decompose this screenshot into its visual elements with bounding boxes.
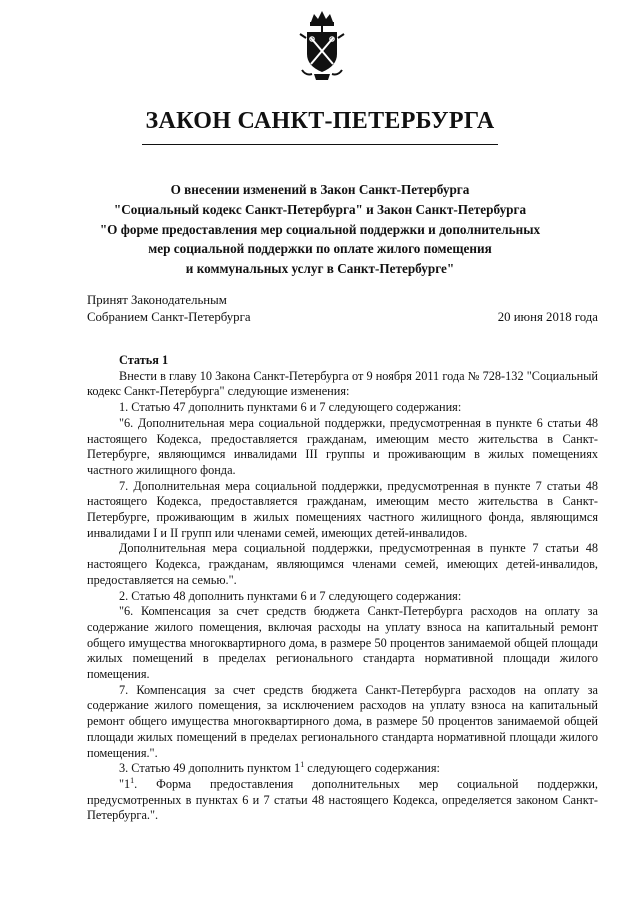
paragraph: 1. Статью 47 дополнить пунктами 6 и 7 следующего содержания:	[119, 400, 462, 415]
subtitle-line: "Социальный кодекс Санкт-Петербурга" и Закон Санкт-Петербурга	[113, 201, 527, 217]
paragraph: "6. Компенсация за счет средств бюджета Санкт-Петербурга расходов на оплату за содержание жилого помещения, включая расходы на уплату взноса на капитальный ремонт общего имущества многоквартирного дома, в размере 50 процентов занимаемой общей площади жилых помещений в пределах регионального стандарта нормативной площади жилого помещения.	[87, 604, 598, 682]
article-heading: Статья 1	[119, 353, 169, 367]
law-title: ЗАКОН САНКТ-ПЕТЕРБУРГА	[145, 108, 495, 134]
subtitle-line: и коммунальных услуг в Санкт-Петербурге"	[185, 261, 455, 277]
subtitle-line: "О форме предоставления мер социальной поддержки и дополнительных	[99, 221, 541, 237]
paragraph-text: "1	[119, 776, 131, 791]
subtitle-line: О внесении изменений в Закон Санкт-Петербурга	[170, 182, 470, 197]
paragraph: 7. Компенсация за счет средств бюджета Санкт-Петербурга расходов на оплату за содержание жилого помещения, за исключением расходов на уплату взноса на капитальный ремонт общего имущества многоквартирного дома, в размере 50 процентов занимаемой общей площади жилых помещений в пределах регионального стандарта нормативной площади жилого помещения.".	[87, 682, 598, 760]
paragraph: 2. Статью 48 дополнить пунктами 6 и 7 следующего содержания:	[119, 588, 462, 603]
adoption-line: Принят Законодательным	[87, 293, 227, 307]
law-subtitle	[40, 180, 600, 279]
adoption-date: 20 июня 2018 года	[497, 310, 598, 324]
superscript: 1	[130, 775, 135, 785]
adoption-line: Собранием Санкт-Петербурга	[87, 310, 251, 324]
paragraph: 7. Дополнительная мера социальной поддержки, предусмотренная в пункте 7 статьи 48 настоящего Кодекса, предоставляется гражданам, имеющим место жительства в Санкт-Петербурге, проживающим в жилых помещениях частного жилищного фонда, являющимся инвалидами I и II групп или членами семей, имеющих детей-инвалидов.	[87, 478, 598, 540]
paragraph	[87, 777, 598, 824]
paragraph-text: . Форма предоставления дополнительных мер социальной поддержки, предусмотренных в пунктах 6 и 7 статьи 48 настоящего Кодекса, определяется законом Санкт-Петербурга.".	[87, 776, 598, 823]
paragraph: "6. Дополнительная мера социальной поддержки, предусмотренная в пункте 6 статьи 48 настоящего Кодекса, предоставляется гражданам, имеющим место жительства в Санкт-Петербурге, являющимся инвалидами III группы и проживающим в жилых помещениях частного жилищного фонда.	[87, 415, 598, 477]
paragraph	[87, 761, 598, 777]
paragraph: Внести в главу 10 Закона Санкт-Петербурга от 9 ноября 2011 года № 728-132 "Социальный кодекс Санкт-Петербурга" следующие изменения:	[87, 368, 598, 399]
paragraph-text: следующего содержания:	[304, 761, 440, 776]
adoption-block	[87, 292, 251, 326]
subtitle-line: мер социальной поддержки по оплате жилого помещения	[148, 241, 492, 257]
law-body	[87, 353, 598, 824]
coat-of-arms-icon	[294, 8, 350, 82]
paragraph-text: 3. Статью 49 дополнить пунктом 1	[119, 761, 301, 776]
superscript: 1	[300, 760, 305, 770]
title-underline	[142, 144, 498, 145]
paragraph: Дополнительная мера социальной поддержки, предусмотренная в пункте 7 статьи 48 настоящего Кодекса, гражданам, являющимся членами семей, имеющих детей-инвалидов, предоставляется на семью.".	[87, 541, 598, 587]
